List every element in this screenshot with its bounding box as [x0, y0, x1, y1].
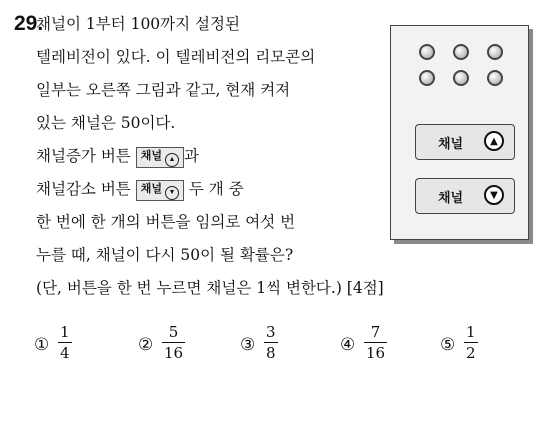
- triangle-up-icon: ▲: [484, 131, 504, 151]
- line5-text-post: 과: [183, 147, 199, 165]
- fraction-denominator: 16: [366, 344, 386, 362]
- remote-knob-icon: [487, 70, 503, 86]
- inline-channel-down-button: [136, 180, 184, 201]
- inline-up-label: 채널: [140, 150, 162, 162]
- fraction-denominator: 4: [60, 344, 70, 362]
- question-line-9: (단, 버튼을 한 번 누르면 채널은 1씩 변한다.) [4점]: [36, 279, 384, 297]
- choice-fraction: [364, 322, 387, 363]
- fraction-denominator: 8: [266, 344, 276, 362]
- line6-text-pre: 채널감소 버튼: [36, 180, 131, 198]
- inline-down-label: 채널: [140, 183, 162, 195]
- choice-fraction: [464, 322, 478, 363]
- choice-mark: ②: [138, 335, 154, 355]
- question-number: 29.: [14, 12, 44, 35]
- choice-mark: ⑤: [440, 335, 456, 355]
- question-line-2: 텔레비전이 있다. 이 텔레비전의 리모콘의: [36, 48, 316, 66]
- fraction-denominator: 16: [164, 344, 184, 362]
- question-line-7: 한 번에 한 개의 버튼을 임의로 여섯 번: [36, 213, 296, 231]
- question-line-3: 일부는 오른쪽 그림과 같고, 현재 켜져: [36, 81, 291, 99]
- remote-knob-icon: [419, 44, 435, 60]
- choice-mark: ③: [240, 335, 256, 355]
- question-line-6: [36, 178, 244, 201]
- line5-text-pre: 채널증가 버튼: [36, 147, 131, 165]
- channel-down-button: [415, 178, 515, 214]
- triangle-down-icon: ▼: [484, 185, 504, 205]
- choice-mark: ①: [34, 335, 50, 355]
- choice-mark: ④: [340, 335, 356, 355]
- remote-knob-icon: [453, 70, 469, 86]
- inline-channel-up-button: [136, 147, 184, 168]
- choice-fraction: [162, 322, 185, 363]
- channel-up-button: [415, 124, 515, 160]
- fraction-numerator: 1: [60, 323, 70, 341]
- line6-text-post: 두 개 중: [188, 180, 244, 198]
- fraction-denominator: 2: [466, 344, 476, 362]
- triangle-up-icon: ▲: [165, 153, 179, 167]
- remote-knob-icon: [419, 70, 435, 86]
- remote-knob-icon: [487, 44, 503, 60]
- question-line-1: 채널이 1부터 100까지 설정된: [36, 15, 240, 33]
- fraction-numerator: 1: [466, 323, 476, 341]
- triangle-down-icon: ▼: [165, 186, 179, 200]
- remote-control-figure: [390, 25, 529, 240]
- choice-fraction: [264, 322, 278, 363]
- question-line-4: 있는 채널은 50이다.: [36, 114, 176, 132]
- channel-down-label: 채널: [438, 190, 464, 205]
- fraction-numerator: 5: [168, 323, 179, 341]
- fraction-numerator: 7: [370, 323, 381, 341]
- channel-up-label: 채널: [438, 136, 464, 151]
- choice-fraction: [58, 322, 72, 363]
- remote-knob-icon: [453, 44, 469, 60]
- fraction-numerator: 3: [266, 323, 276, 341]
- question-line-5: [36, 145, 199, 168]
- question-line-8: 누를 때, 채널이 다시 50이 될 확률은?: [36, 246, 294, 264]
